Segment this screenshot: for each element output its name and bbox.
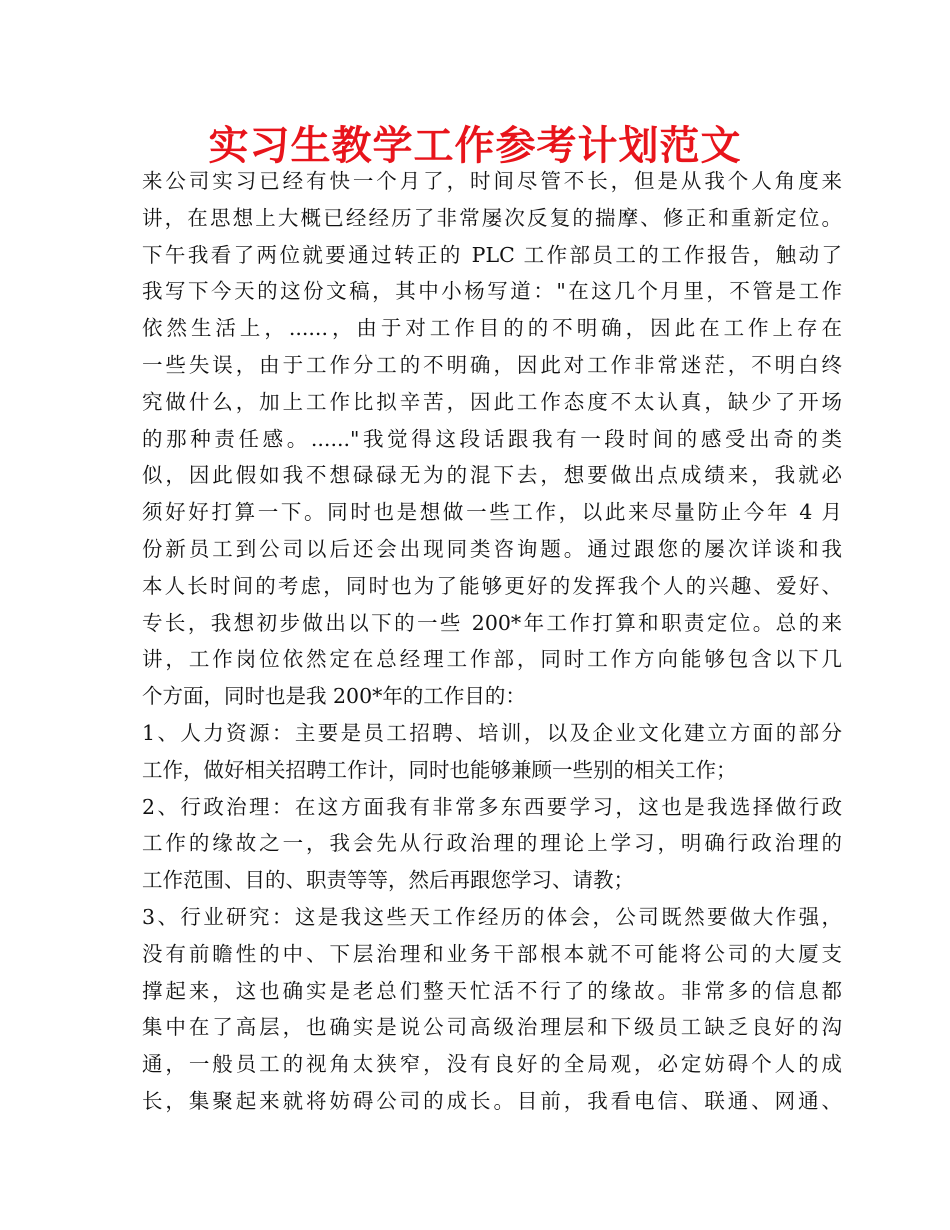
body-line: 个方面，同时也是我 200*年的工作目的：	[142, 684, 526, 709]
body-line: 集中在了高层，也确实是说公司高级治理层和下级员工缺乏良好的沟	[142, 1015, 842, 1040]
body-line: 2、行政治理：在这方面我有非常多东西要学习，这也是我选择做行政	[142, 794, 842, 819]
body-line: 似，因此假如我不想碌碌无为的混下去，想要做出点成绩来，我就必	[142, 463, 842, 488]
document-title: 实习生教学工作参考计划范文	[208, 122, 742, 169]
body-line: 讲，在思想上大概已经经历了非常屡次反复的揣摩、修正和重新定位。	[142, 205, 842, 230]
body-line: 一些失误，由于工作分工的不明确，因此对工作非常迷茫，不明白终	[142, 352, 842, 377]
body-line: 究做什么，加上工作比拟辛苦，因此工作态度不太认真，缺少了开场	[142, 389, 842, 414]
body-line: 讲，工作岗位依然定在总经理工作部，同时工作方向能够包含以下几	[142, 647, 842, 672]
body-line: 我写下今天的这份文稿，其中小杨写道："在这几个月里，不管是工作	[142, 279, 842, 304]
body-line: 3、行业研究：这是我这些天工作经历的体会，公司既然要做大作强，	[142, 904, 842, 929]
body-line: 工作，做好相关招聘工作计，同时也能够兼顾一些别的相关工作；	[142, 757, 737, 782]
body-line: 工作的缘故之一，我会先从行政治理的理论上学习，明确行政治理的	[142, 831, 842, 856]
body-line: 依然生活上，......，由于对工作目的的不明确，因此在工作上存在	[142, 316, 842, 341]
body-line: 没有前瞻性的中、下层治理和业务干部根本就不可能将公司的大厦支	[142, 941, 842, 966]
body-line: 下午我看了两位就要通过转正的 PLC 工作部员工的工作报告，触动了	[142, 242, 842, 267]
body-line: 须好好打算一下。同时也是想做一些工作，以此来尽量防止今年 4 月	[142, 500, 842, 525]
body-line: 本人长时间的考虑，同时也为了能够更好的发挥我个人的兴趣、爱好、	[142, 573, 842, 598]
body-line: 通，一般员工的视角太狭窄，没有良好的全局观，必定妨碍个人的成	[142, 1052, 842, 1077]
body-line: 撑起来，这也确实是老总们整天忙活不行了的缘故。非常多的信息都	[142, 978, 842, 1003]
body-line: 专长，我想初步做出以下的一些 200*年工作打算和职责定位。总的来	[142, 610, 842, 635]
body-line: 来公司实习已经有快一个月了，时间尽管不长，但是从我个人角度来	[142, 169, 842, 193]
body-line: 份新员工到公司以后还会出现同类咨询题。通过跟您的屡次详谈和我	[142, 536, 842, 561]
body-line: 的那种责任感。......"我觉得这段话跟我有一段时间的感受出奇的类	[142, 426, 842, 451]
body-line: 1、人力资源：主要是员工招聘、培训，以及企业文化建立方面的部分	[142, 720, 842, 745]
body-line: 长，集聚起来就将妨碍公司的成长。目前，我看电信、联通、网通、	[142, 1088, 842, 1113]
document-body	[142, 163, 842, 1120]
body-line: 工作范围、目的、职责等等，然后再跟您学习、请教；	[142, 868, 634, 893]
